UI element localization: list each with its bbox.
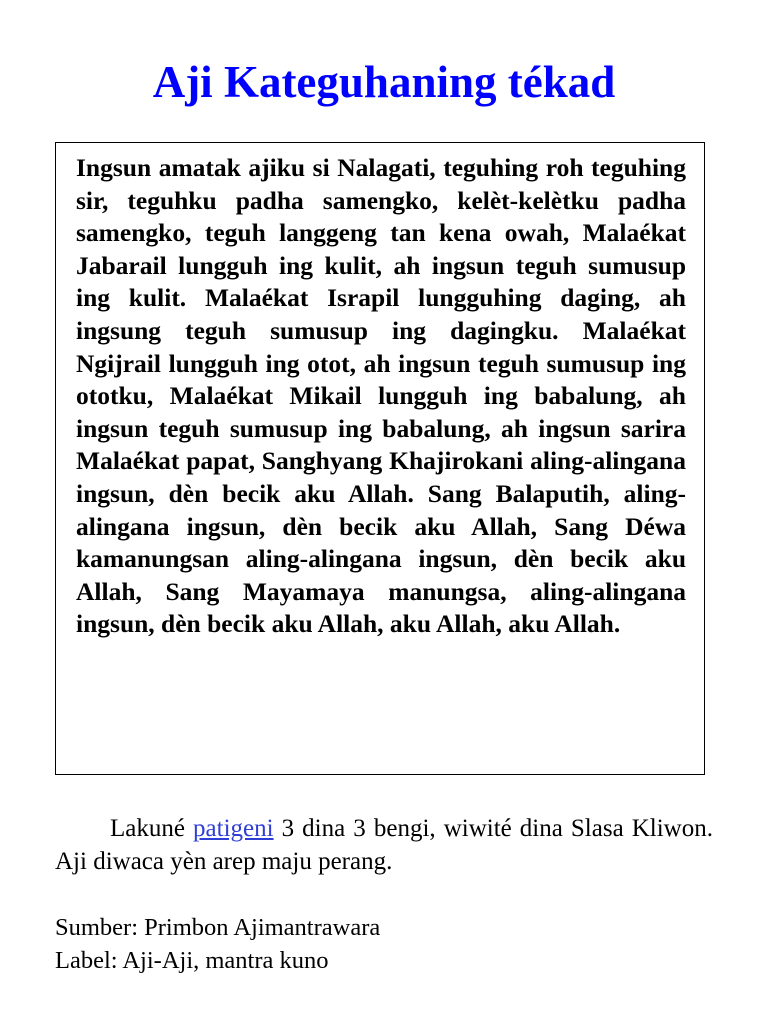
mantra-text: Ingsun amatak ajiku si Nalagati, teguhing roh teguhing sir, teguhku padha samengko, kelèt-kelètku padha samengko, teguh langgeng tan kena owah, Malaékat Jabarail lungguh ing kulit, ah ingsun teguh sumusup ing kulit. Malaékat Israpil lungguhing daging, ah ingsung teguh sumusup ing dagingku. Malaékat Ngijrail lungguh ing otot, ah ingsun teguh sumusup ing ototku, Malaékat Mikail lungguh ing babalung, ah ingsun teguh sumusup ing babalung, ah ingsun sarira Malaékat papat, Sanghyang Khajirokani aling-alingana ingsun, dèn becik aku Allah. Sang Balaputih, aling-alingana ingsun, dèn becik aku Allah, Sang Déwa kamanungsan aling-alingana ingsun, dèn becik aku Allah, Sang Mayamaya manungsa, aling-alingana ingsun, dèn becik aku Allah, aku Allah, aku Allah.	[76, 153, 686, 639]
usage-text-after-link: 3 dina 3 bengi, wiwité dina Slasa Kliwon. Aji diwaca yèn arep maju perang.	[55, 815, 713, 875]
source-and-label	[55, 912, 380, 977]
usage-paragraph	[55, 812, 713, 878]
mantra-box	[55, 142, 705, 775]
label-line: Label: Aji-Aji, mantra kuno	[55, 946, 329, 974]
patigeni-link[interactable]: patigeni	[193, 815, 274, 842]
usage-text-before-link: Lakuné	[110, 815, 194, 842]
page-title: Aji Kateguhaning tékad	[152, 57, 616, 107]
source-line: Sumber: Primbon Ajimantrawara	[55, 914, 381, 941]
